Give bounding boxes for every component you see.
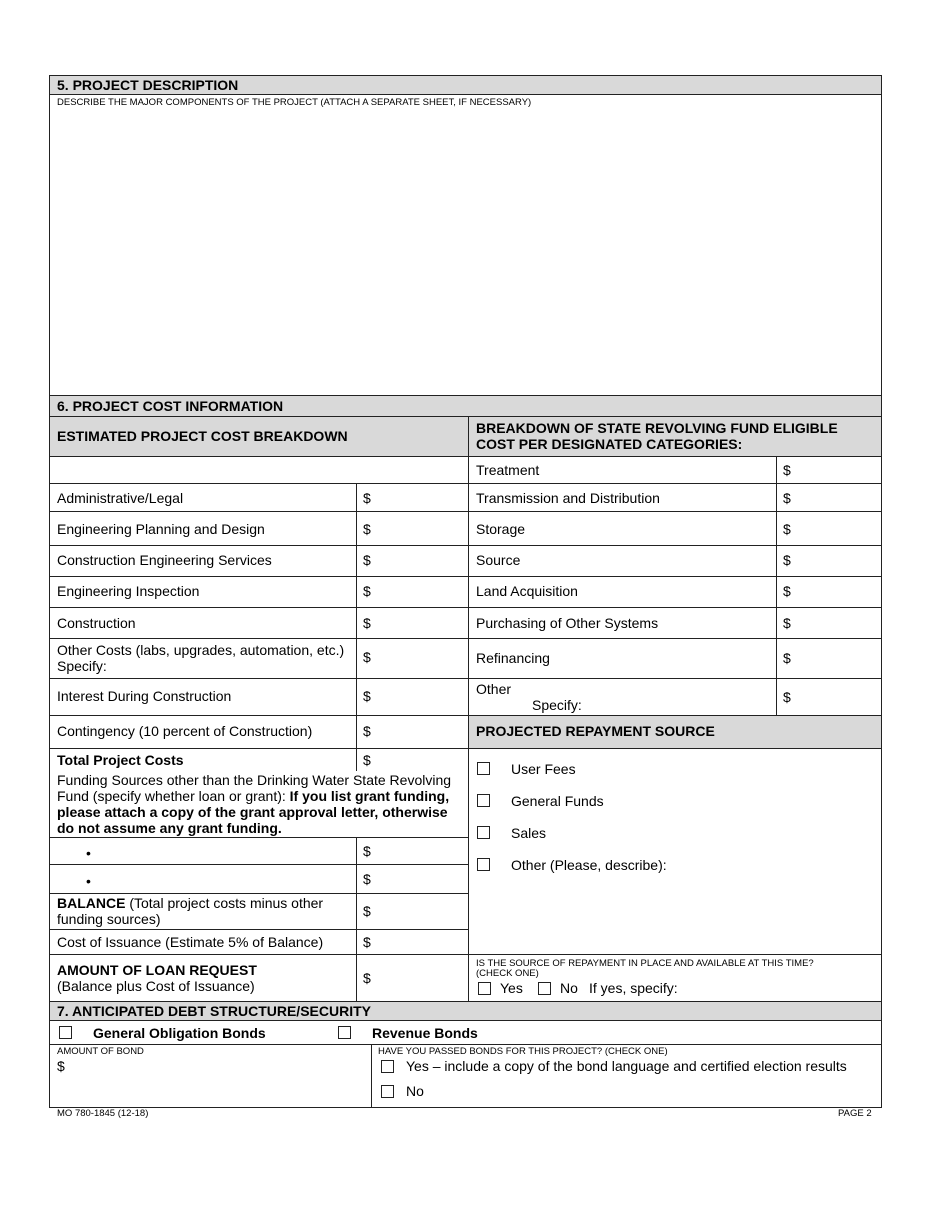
funding-amount-1-input[interactable] — [374, 838, 467, 863]
revenue-bonds-label: Revenue Bonds — [372, 1025, 478, 1041]
dollar-sign: $ — [783, 650, 791, 666]
user-fees-label: User Fees — [511, 761, 576, 777]
repayment-header: PROJECTED REPAYMENT SOURCE — [476, 723, 715, 739]
section6-title: 6. PROJECT COST INFORMATION — [57, 398, 284, 414]
rule — [49, 75, 882, 76]
passed-bonds-question: HAVE YOU PASSED BONDS FOR THIS PROJECT? (CHECK ONE) — [378, 1046, 668, 1057]
rule — [49, 1001, 882, 1002]
page-number: PAGE 2 — [838, 1108, 872, 1119]
land-acquisition-label: Land Acquisition — [476, 583, 578, 599]
rule — [49, 94, 882, 95]
go-bonds-checkbox[interactable] — [59, 1026, 72, 1039]
other-repayment-description-input[interactable] — [474, 876, 878, 952]
land-acquisition-input[interactable] — [795, 577, 880, 606]
amount-of-bond-input[interactable] — [68, 1056, 368, 1076]
dollar-sign: $ — [783, 490, 791, 506]
divider-bond-columns — [371, 1044, 372, 1107]
other-specify-label: Specify: — [532, 697, 582, 713]
dollar-sign: $ — [783, 552, 791, 568]
dollar-sign: $ — [363, 723, 371, 739]
rule — [49, 416, 882, 417]
section5-title: 5. PROJECT DESCRIPTION — [57, 77, 239, 93]
repayment-no-checkbox[interactable] — [538, 982, 551, 995]
sales-label: Sales — [511, 825, 547, 841]
estimated-cost-header: ESTIMATED PROJECT COST BREAKDOWN — [57, 428, 348, 444]
bond-dollar-sign: $ — [57, 1058, 65, 1074]
cost-of-issuance-input[interactable] — [374, 930, 467, 953]
passed-yes-label: Yes – include a copy of the bond language and certified election results — [406, 1058, 847, 1074]
repayment-yes-checkbox[interactable] — [478, 982, 491, 995]
loan-request-label: AMOUNT OF LOAN REQUEST — [57, 962, 257, 978]
cost-of-issuance-label: Cost of Issuance (Estimate 5% of Balance) — [57, 934, 324, 950]
storage-label: Storage — [476, 521, 526, 537]
divider-left-dollar — [356, 483, 357, 771]
dollar-sign: $ — [363, 490, 371, 506]
general-funds-label: General Funds — [511, 793, 604, 809]
funding-sources-note — [57, 772, 462, 836]
user-fees-checkbox[interactable] — [477, 762, 490, 775]
balance-input[interactable] — [374, 894, 467, 928]
dollar-sign: $ — [363, 843, 371, 859]
repayment-if-yes-label: If yes, specify: — [589, 980, 678, 996]
treatment-label: Treatment — [476, 462, 540, 478]
rule — [49, 1044, 882, 1045]
dollar-sign: $ — [363, 615, 371, 631]
repayment-question-line1: IS THE SOURCE OF REPAYMENT IN PLACE AND AVAILABLE AT THIS TIME? — [476, 958, 814, 969]
purchasing-label: Purchasing of Other Systems — [476, 615, 659, 631]
transmission-input[interactable] — [795, 484, 880, 510]
funding-sources-warning: If you list grant funding, please attach a copy of the grant approval letter, otherwise do not assume any grant funding. — [57, 788, 450, 836]
dollar-sign: $ — [363, 552, 371, 568]
funding-bullet: • — [86, 873, 91, 889]
balance-label-rest: (Total project costs minus other funding sources) — [57, 895, 324, 927]
interest-input[interactable] — [374, 679, 467, 714]
repayment-specify-input[interactable] — [690, 976, 878, 998]
funding-source-1-input[interactable] — [100, 838, 354, 863]
contingency-label: Contingency (10 percent of Construction) — [57, 723, 313, 739]
source-label: Source — [476, 552, 521, 568]
divider-middle — [468, 416, 469, 1001]
dollar-sign: $ — [363, 649, 371, 665]
treatment-input[interactable] — [795, 457, 880, 482]
construction-label: Construction — [57, 615, 136, 631]
funding-bullet: • — [86, 845, 91, 861]
passed-yes-checkbox[interactable] — [381, 1060, 394, 1073]
project-description-field[interactable] — [50, 110, 880, 394]
go-bonds-label: General Obligation Bonds — [93, 1025, 266, 1041]
source-input[interactable] — [795, 546, 880, 575]
dollar-sign: $ — [783, 615, 791, 631]
dollar-sign: $ — [783, 462, 791, 478]
sales-checkbox[interactable] — [477, 826, 490, 839]
transmission-label: Transmission and Distribution — [476, 490, 660, 506]
loan-request-sub: (Balance plus Cost of Issuance) — [57, 978, 255, 994]
eng-planning-input[interactable] — [374, 512, 467, 544]
dollar-sign: $ — [363, 871, 371, 887]
revenue-bonds-checkbox[interactable] — [338, 1026, 351, 1039]
loan-request-input[interactable] — [374, 955, 467, 1000]
dollar-sign: $ — [363, 934, 371, 950]
passed-no-checkbox[interactable] — [381, 1085, 394, 1098]
balance-label-bold: BALANCE — [57, 895, 126, 911]
general-funds-checkbox[interactable] — [477, 794, 490, 807]
storage-input[interactable] — [795, 512, 880, 544]
amount-of-bond-label: AMOUNT OF BOND — [57, 1046, 144, 1057]
other-label: Other — [476, 681, 512, 697]
other-costs-input[interactable] — [374, 639, 467, 677]
balance-label — [57, 895, 347, 927]
passed-no-label: No — [406, 1083, 424, 1099]
construction-eng-label: Construction Engineering Services — [57, 552, 272, 568]
section5-instruction: DESCRIBE THE MAJOR COMPONENTS OF THE PROJECT (ATTACH A SEPARATE SHEET, IF NECESSARY) — [57, 97, 532, 108]
construction-eng-input[interactable] — [374, 546, 467, 575]
contingency-input[interactable] — [374, 716, 467, 747]
refinancing-label: Refinancing — [476, 650, 550, 666]
dollar-sign: $ — [363, 688, 371, 704]
other-costs-label-line2: Specify: — [57, 658, 107, 674]
form-number: MO 780-1845 (12-18) — [57, 1108, 149, 1119]
purchasing-input[interactable] — [795, 608, 880, 637]
rule — [49, 456, 882, 457]
rule — [49, 1020, 882, 1021]
dollar-sign: $ — [363, 970, 371, 986]
refinancing-input[interactable] — [795, 639, 880, 677]
dollar-sign: $ — [783, 689, 791, 705]
repayment-question-line2: (CHECK ONE) — [476, 968, 539, 979]
other-input[interactable] — [795, 679, 880, 714]
eng-inspection-input[interactable] — [374, 577, 467, 606]
repayment-no-label: No — [560, 980, 578, 996]
total-project-costs-input[interactable] — [374, 749, 467, 770]
srf-breakdown-header-line1: BREAKDOWN OF STATE REVOLVING FUND ELIGIBLE — [476, 420, 838, 436]
other-repayment-label: Other (Please, describe): — [511, 857, 667, 873]
dollar-sign: $ — [363, 752, 371, 768]
rule — [49, 395, 882, 396]
admin-legal-input[interactable] — [374, 484, 467, 510]
section7-title: 7. ANTICIPATED DEBT STRUCTURE/SECURITY — [57, 1003, 371, 1019]
dollar-sign: $ — [783, 521, 791, 537]
dollar-sign: $ — [363, 521, 371, 537]
dollar-sign: $ — [783, 583, 791, 599]
funding-amount-2-input[interactable] — [374, 865, 467, 892]
dollar-sign: $ — [363, 583, 371, 599]
outer-right-border — [881, 75, 882, 1107]
other-repayment-checkbox[interactable] — [477, 858, 490, 871]
funding-sources-text: Funding Sources other than the Drinking Water State Revolving Fund (specify whether loan or grant): — [57, 772, 452, 804]
admin-legal-label: Administrative/Legal — [57, 490, 184, 506]
repayment-yes-label: Yes — [500, 980, 523, 996]
eng-inspection-label: Engineering Inspection — [57, 583, 200, 599]
srf-breakdown-header-line2: COST PER DESIGNATED CATEGORIES: — [476, 436, 743, 452]
rule — [49, 1107, 882, 1108]
divider-right-dollar — [776, 456, 777, 715]
eng-planning-label: Engineering Planning and Design — [57, 521, 265, 537]
other-costs-label-line1: Other Costs (labs, upgrades, automation, etc.) — [57, 642, 345, 658]
dollar-sign: $ — [363, 903, 371, 919]
funding-source-2-input[interactable] — [100, 865, 354, 892]
construction-input[interactable] — [374, 608, 467, 637]
divider-left-dollar — [356, 837, 357, 1001]
total-project-costs-label: Total Project Costs — [57, 752, 184, 768]
interest-label: Interest During Construction — [57, 688, 232, 704]
